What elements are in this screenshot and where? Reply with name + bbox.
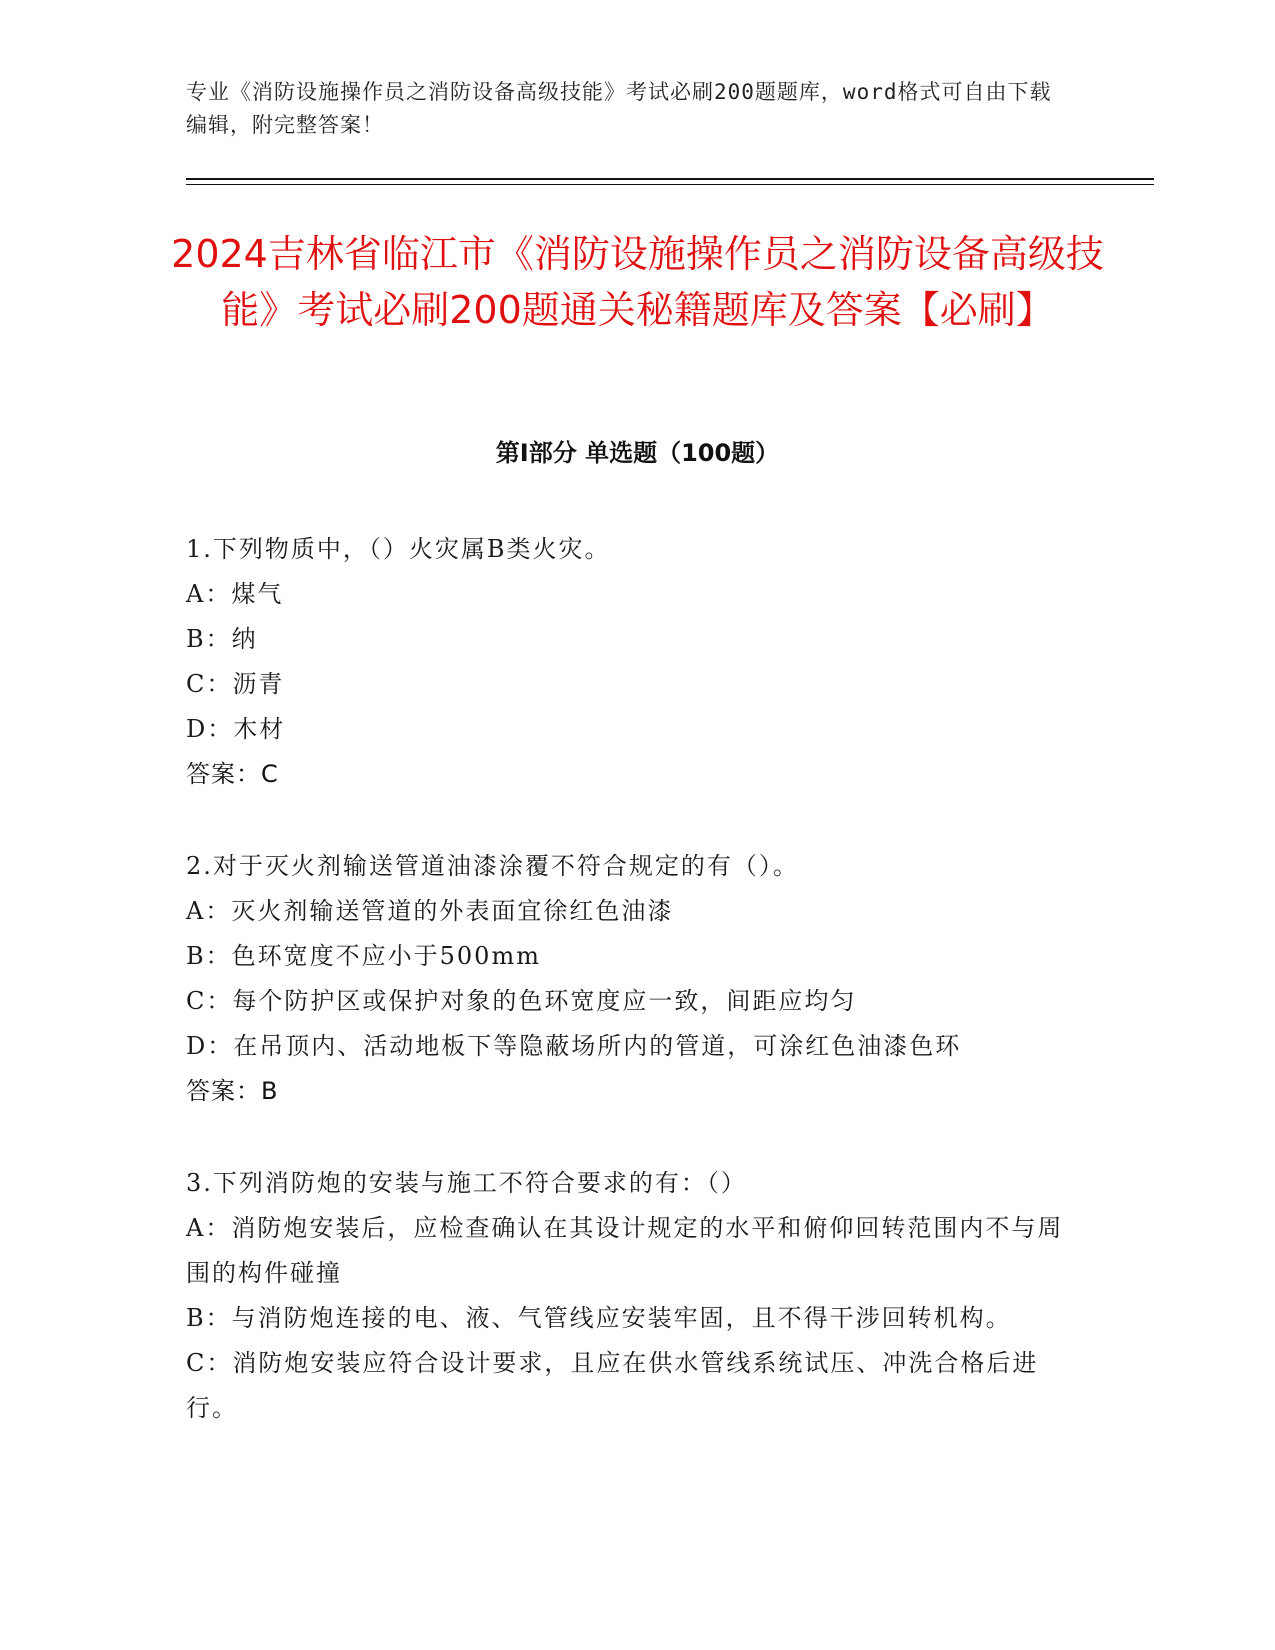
question-list	[186, 527, 1066, 1478]
option-d: D：在吊顶内、活动地板下等隐蔽场所内的管道，可涂红色油漆色环	[186, 1032, 962, 1060]
question-1	[186, 527, 1066, 797]
option-c: C：沥青	[186, 670, 285, 698]
option-c: C：每个防护区或保护对象的色环宽度应一致，间距应均匀	[186, 987, 857, 1015]
option-b: B：纳	[186, 625, 258, 653]
option-d: D：木材	[186, 715, 286, 743]
header-divider-thin	[186, 184, 1154, 185]
header-divider-thick	[186, 178, 1154, 180]
header-note: 专业《消防设施操作员之消防设备高级技能》考试必刷200题题库，word格式可自由下载编辑，附完整答案！	[186, 80, 1052, 137]
question-3	[186, 1161, 1066, 1431]
option-b: B：色环宽度不应小于500mm	[186, 942, 541, 970]
question-stem: 3.下列消防炮的安装与施工不符合要求的有：（）	[186, 1169, 747, 1197]
option-c: C：消防炮安装应符合设计要求，且应在供水管线系统试压、冲洗合格后进行。	[186, 1349, 1039, 1422]
question-2	[186, 844, 1066, 1114]
document-title: 2024吉林省临江市《消防设施操作员之消防设备高级技能》考试必刷200题通关秘籍题库及答案【必刷】	[171, 232, 1104, 332]
option-b: B：与消防炮连接的电、液、气管线应安装牢固，且不得干涉回转机构。	[186, 1304, 1012, 1332]
option-a: A：消防炮安装后，应检查确认在其设计规定的水平和俯仰回转范围内不与周围的构件碰撞	[186, 1214, 1064, 1287]
question-stem: 1.下列物质中，（）火灾属B类火灾。	[186, 535, 611, 563]
option-a: A：灭火剂输送管道的外表面宜徐红色油漆	[186, 897, 674, 925]
question-stem: 2.对于灭火剂输送管道油漆涂覆不符合规定的有（）。	[186, 852, 799, 880]
section-heading: 第I部分 单选题（100题）	[495, 439, 780, 467]
option-a: A：煤气	[186, 580, 284, 608]
answer: 答案：C	[186, 760, 279, 788]
answer: 答案：B	[186, 1077, 279, 1105]
